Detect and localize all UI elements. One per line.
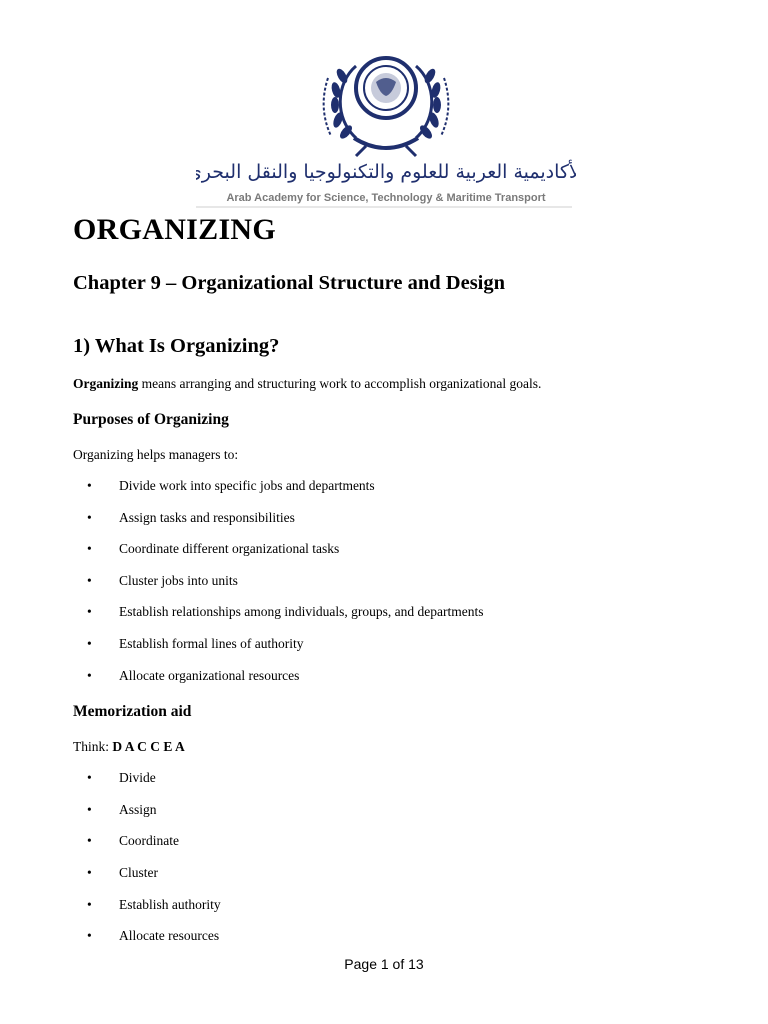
bullet-icon: • <box>87 541 92 556</box>
list-item: • Allocate organizational resources <box>87 668 300 683</box>
purposes-intro: Organizing helps managers to: <box>73 447 239 462</box>
list-item: • Coordinate different organizational tasks <box>87 541 340 556</box>
acronym: D A C C E A <box>112 739 185 754</box>
bullet-icon: • <box>87 770 92 785</box>
memorization-think: Think: D A C C E A <box>73 739 185 754</box>
list-item: • Divide work into specific jobs and departments <box>87 478 375 493</box>
list-item: • Assign tasks and responsibilities <box>87 510 295 525</box>
bullet-icon: • <box>87 604 92 619</box>
section-heading: 1) What Is Organizing? <box>73 335 280 357</box>
purposes-heading: Purposes of Organizing <box>73 411 229 428</box>
page-number: Page 1 of 13 <box>344 956 424 972</box>
bullet-icon: • <box>87 897 92 912</box>
definition-term: Organizing <box>73 376 139 391</box>
bullet-icon: • <box>87 573 92 588</box>
bullet-icon: • <box>87 636 92 651</box>
bullet-icon: • <box>87 833 92 848</box>
bullet-icon: • <box>87 668 92 683</box>
chapter-heading: Chapter 9 – Organizational Structure and Design <box>73 272 506 294</box>
document-title: ORGANIZING <box>73 213 277 246</box>
logo-english-name: Arab Academy for Science, Technology & Maritime Transport <box>226 192 546 204</box>
academy-emblem-icon <box>196 38 576 210</box>
list-item: • Divide <box>87 770 156 785</box>
list-item: • Assign <box>87 802 157 817</box>
memorization-heading: Memorization aid <box>73 703 192 720</box>
list-item: • Establish relationships among individuals, groups, and departments <box>87 604 484 619</box>
list-item: • Establish formal lines of authority <box>87 636 304 651</box>
bullet-icon: • <box>87 478 92 493</box>
list-item: • Establish authority <box>87 897 221 912</box>
list-item: • Cluster jobs into units <box>87 573 238 588</box>
bullet-icon: • <box>87 928 92 943</box>
logo-arabic-name: الأكاديمية العربية للعلوم والتكنولوجيا والنقل البحري <box>196 161 576 183</box>
list-item: • Cluster <box>87 865 158 880</box>
definition-text: means arranging and structuring work to accomplish organizational goals. <box>138 376 542 391</box>
bullet-icon: • <box>87 802 92 817</box>
bullet-icon: • <box>87 510 92 525</box>
definition-paragraph <box>73 375 541 393</box>
academy-logo <box>196 38 576 210</box>
list-item: • Coordinate <box>87 833 179 848</box>
bullet-icon: • <box>87 865 92 880</box>
list-item: • Allocate resources <box>87 928 220 943</box>
